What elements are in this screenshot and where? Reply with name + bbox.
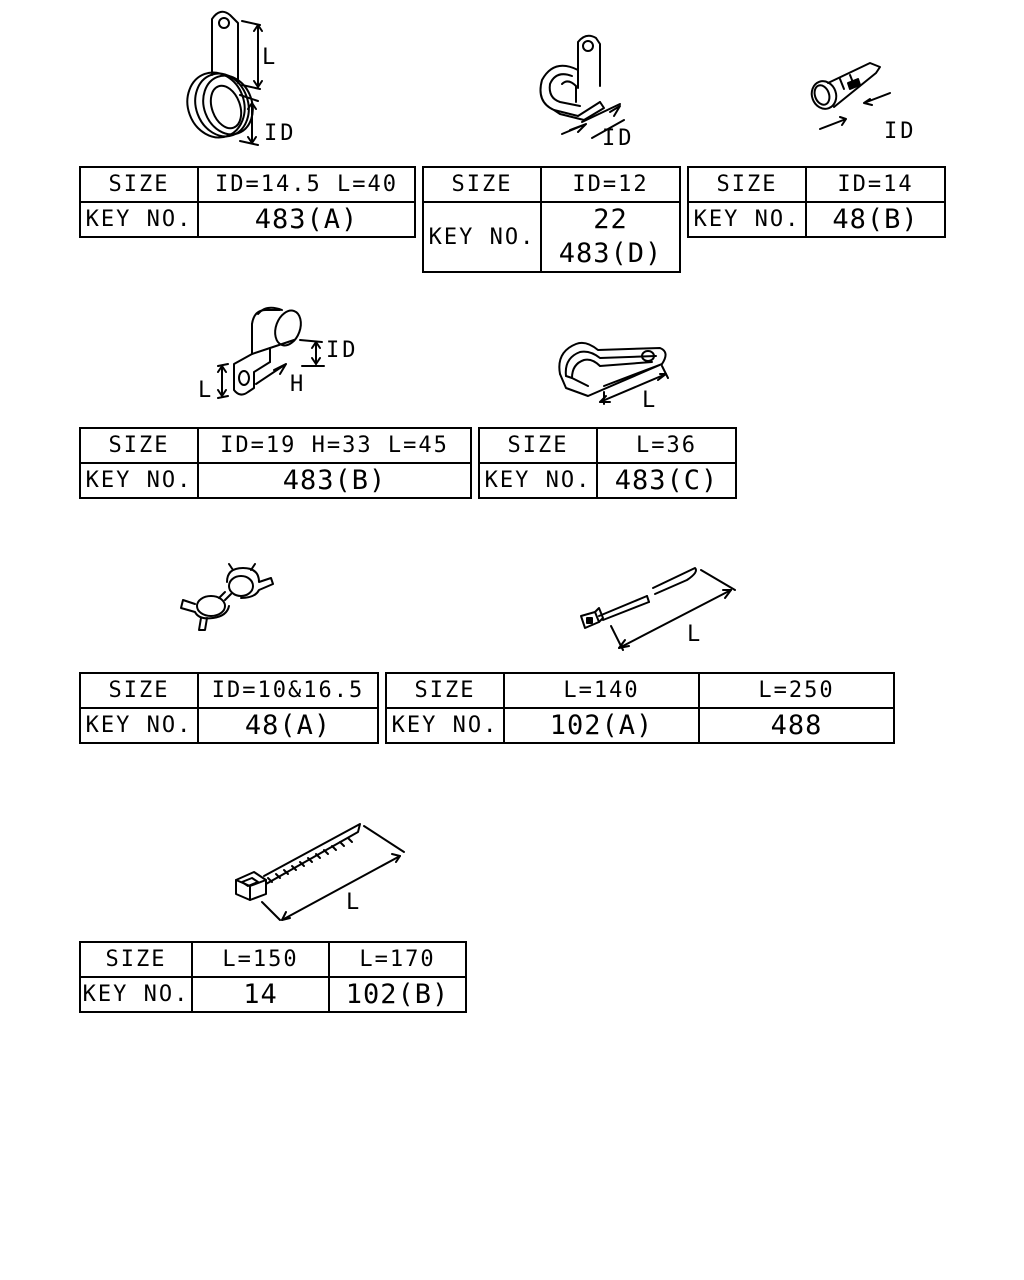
size-label: SIZE xyxy=(80,673,198,708)
double-clip-illustration xyxy=(175,560,285,635)
dim-label-l: L xyxy=(262,45,276,70)
key-label: KEY NO. xyxy=(80,977,192,1012)
size-label: SIZE xyxy=(688,167,806,202)
flat-clamp-spec-table xyxy=(478,427,737,499)
size-value: L=140 xyxy=(504,673,699,708)
key-value-line-2: 483(D) xyxy=(558,238,663,269)
key-value xyxy=(541,202,680,272)
double-clip-spec-table xyxy=(79,672,379,744)
size-row xyxy=(80,428,471,463)
size-label: SIZE xyxy=(80,942,192,977)
size-row xyxy=(386,673,894,708)
dim-label-l: L xyxy=(642,388,656,413)
size-value: L=170 xyxy=(329,942,466,977)
key-value: 488 xyxy=(699,708,894,743)
offset-clamp-spec-table xyxy=(79,427,472,499)
key-row xyxy=(423,202,680,272)
double-clip-drawing xyxy=(175,560,285,635)
key-row xyxy=(386,708,894,743)
dim-label-id: ID xyxy=(602,126,635,151)
key-value: 48(B) xyxy=(806,202,945,237)
size-row xyxy=(479,428,736,463)
long-strap-illustration xyxy=(575,560,750,660)
size-row xyxy=(80,942,466,977)
key-value: 483(C) xyxy=(597,463,736,498)
long-strap-drawing xyxy=(575,560,750,660)
dim-label-l: L xyxy=(198,378,212,403)
dim-label-id: ID xyxy=(326,338,359,363)
key-value-line-1: 22 xyxy=(593,204,628,235)
key-label: KEY NO. xyxy=(80,202,198,237)
size-label: SIZE xyxy=(479,428,597,463)
key-label: KEY NO. xyxy=(479,463,597,498)
cable-tie-illustration xyxy=(228,820,413,930)
dim-label-l: L xyxy=(687,622,701,647)
upright-clamp-illustration xyxy=(160,5,310,160)
dim-label-id: ID xyxy=(264,121,297,146)
key-value: 102(A) xyxy=(504,708,699,743)
size-value: L=150 xyxy=(192,942,329,977)
flat-clamp-drawing xyxy=(548,330,688,420)
size-value: L=36 xyxy=(597,428,736,463)
size-value: L=250 xyxy=(699,673,894,708)
dim-label-id: ID xyxy=(884,119,917,144)
dim-label-h: H xyxy=(290,372,304,397)
loop-clamp-illustration xyxy=(520,30,650,160)
size-row xyxy=(423,167,680,202)
size-value: ID=19 H=33 L=45 xyxy=(198,428,471,463)
size-label: SIZE xyxy=(80,428,198,463)
long-strap-spec-table xyxy=(385,672,895,744)
small-clip-illustration xyxy=(800,55,930,155)
loop-clamp-spec-table xyxy=(422,166,681,273)
upright-clamp-spec-table xyxy=(79,166,416,238)
key-label: KEY NO. xyxy=(386,708,504,743)
key-value: 483(A) xyxy=(198,202,415,237)
offset-clamp-illustration xyxy=(190,300,370,410)
size-value: ID=10&16.5 xyxy=(198,673,378,708)
key-row xyxy=(80,202,415,237)
size-value: ID=14.5 L=40 xyxy=(198,167,415,202)
key-value: 102(B) xyxy=(329,977,466,1012)
key-label: KEY NO. xyxy=(688,202,806,237)
flat-clamp-illustration xyxy=(548,330,688,420)
size-row xyxy=(80,167,415,202)
key-value: 14 xyxy=(192,977,329,1012)
small-clip-spec-table xyxy=(687,166,946,238)
cable-tie-spec-table xyxy=(79,941,467,1013)
key-row xyxy=(80,708,378,743)
key-row xyxy=(80,463,471,498)
size-label: SIZE xyxy=(423,167,541,202)
cable-tie-drawing xyxy=(228,820,413,930)
size-row xyxy=(688,167,945,202)
size-label: SIZE xyxy=(80,167,198,202)
key-value: 483(B) xyxy=(198,463,471,498)
size-value: ID=12 xyxy=(541,167,680,202)
key-row xyxy=(688,202,945,237)
key-label: KEY NO. xyxy=(423,202,541,272)
size-label: SIZE xyxy=(386,673,504,708)
dim-label-l: L xyxy=(346,890,360,915)
key-row xyxy=(479,463,736,498)
size-value: ID=14 xyxy=(806,167,945,202)
key-label: KEY NO. xyxy=(80,463,198,498)
size-row xyxy=(80,673,378,708)
key-value: 48(A) xyxy=(198,708,378,743)
key-label: KEY NO. xyxy=(80,708,198,743)
key-row xyxy=(80,977,466,1012)
